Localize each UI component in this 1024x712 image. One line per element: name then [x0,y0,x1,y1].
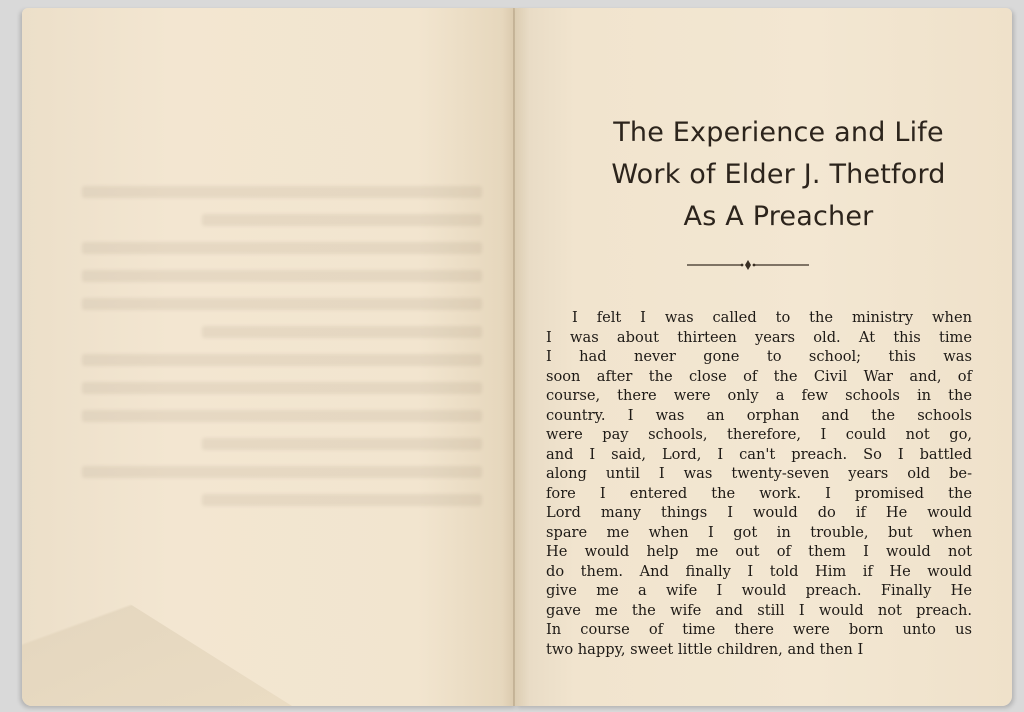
text-line: two happy, sweet little children, and then I [546,640,864,658]
text-line: fore I entered the work. I promised the [546,484,972,502]
open-booklet [22,8,1012,706]
bleed-through-text [82,98,482,522]
heading-line: The Experience and Life [613,117,944,148]
text-line: soon after the close of the Civil War and, of [546,367,972,385]
text-line: I felt I was called to the ministry when [572,309,972,326]
heading-line: As A Preacher [683,201,874,232]
text-line: I was about thirteen years old. At this time [546,328,972,346]
text-line: were pay schools, therefore, I could not go, [546,426,972,443]
text-line: country. I was an orphan and the schools [546,406,972,424]
text-line: He would help me out of them I would not [546,543,972,560]
left-page [22,8,517,706]
text-line: along until I was twenty-seven years old be- [546,465,972,482]
right-page [515,8,1012,706]
text-line: give me a wife I would preach. Finally He [546,582,972,599]
text-line: course, there were only a few schools in the [546,387,972,404]
ornamental-rule-icon [687,258,809,272]
chapter-heading [555,112,1002,238]
body-text [546,308,972,659]
text-line: In course of time there were born unto us [546,621,972,638]
text-line: gave me the wife and still I would not preach. [546,601,972,619]
text-line: I had never gone to school; this was [546,348,972,365]
text-line: do them. And finally I told Him if He would [546,562,972,580]
text-line: Lord many things I would do if He would [546,504,972,521]
text-line: spare me when I got in trouble, but when [546,523,972,541]
text-line: and I said, Lord, I can't preach. So I battled [546,445,972,463]
heading-line: Work of Elder J. Thetford [611,159,946,190]
